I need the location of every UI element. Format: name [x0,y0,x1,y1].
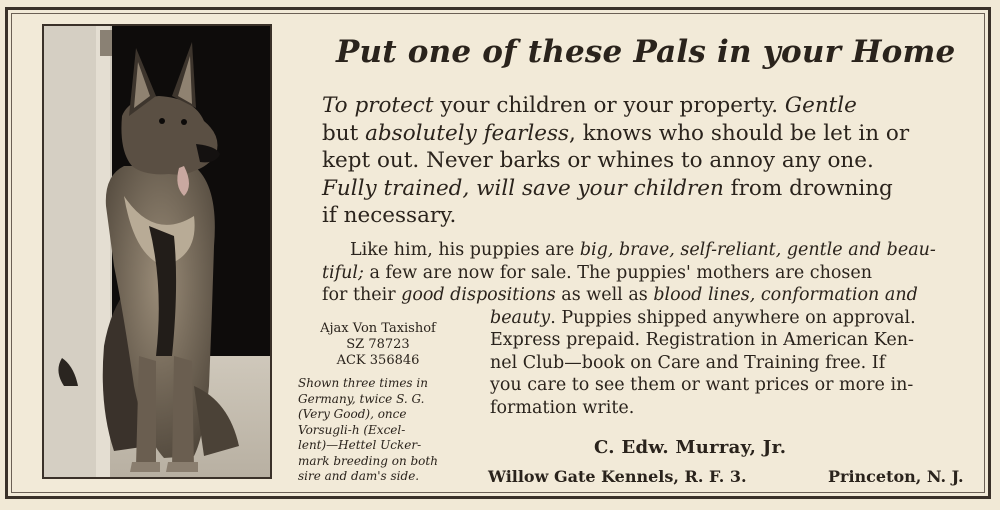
headline: Put one of these Pals in your Home [336,34,956,70]
desc-line: Shown three times in [298,376,428,390]
intro-paragraph [322,92,972,230]
intro-line [322,92,972,120]
puppies-line [322,239,974,262]
kennel-address: Willow Gate Kennels, R. F. 3. [488,467,747,486]
text: a few are now for sale. The puppies' mothers are chosen [363,262,872,283]
dog-photo [42,24,272,479]
town: Princeton, N. J. [828,467,964,486]
german-shepherd-illustration [44,26,270,477]
text-italic: beauty [490,307,551,328]
dog-sz-number: SZ 78723 [346,337,410,352]
text: your children or your property. [433,93,785,118]
text-italic: big, brave, self-reliant, gentle and beau- [579,240,936,260]
text: . Puppies shipped anywhere on approval. [550,307,916,328]
puppies-line [322,262,974,285]
text: Like him, his puppies are [350,240,580,260]
puppies-line: you care to see them or want prices or more in- [490,375,914,395]
desc-line: sire and dam's side. [298,469,420,483]
text: , knows who should be let in or [569,120,910,146]
desc-line: lent)—Hettel Ucker- [298,438,422,452]
intro-line: if necessary. [322,203,457,228]
text: as well as [555,285,654,305]
signature: C. Edw. Murray, Jr. [594,437,787,458]
puppies-paragraph [322,239,974,419]
puppies-line [322,307,974,330]
advertisement [5,7,991,499]
text-italic: tiful; [322,262,364,283]
puppies-line: Express prepaid. Registration in American Ken- [490,330,914,350]
dog-ack-number: ACK 356846 [336,353,420,368]
intro-line [322,175,972,203]
puppies-line: nel Club—book on Care and Training free. If [490,352,886,373]
desc-line: Germany, twice S. G. [298,391,425,406]
text: from drowning [723,175,893,201]
puppies-line: formation write. [490,397,635,418]
text: but [322,120,366,146]
text-italic: Fully trained, will save your children [322,175,724,201]
desc-line: mark breeding on both [298,453,438,468]
intro-line: kept out. Never barks or whines to annoy any one. [322,148,874,173]
text-italic: blood lines, conformation and [653,285,918,305]
desc-line: Vorsugli-h (Excel- [298,422,406,437]
intro-line [322,120,972,148]
text-italic: good dispositions [401,285,556,305]
puppies-line [322,284,974,307]
desc-line: (Very Good), once [298,407,407,421]
text: for their [322,285,402,305]
text-italic: Gentle [784,93,857,118]
text-italic: absolutely fearless [365,120,570,146]
dog-name: Ajax Von Taxishof [320,321,436,336]
text-italic: To protect [322,93,434,118]
